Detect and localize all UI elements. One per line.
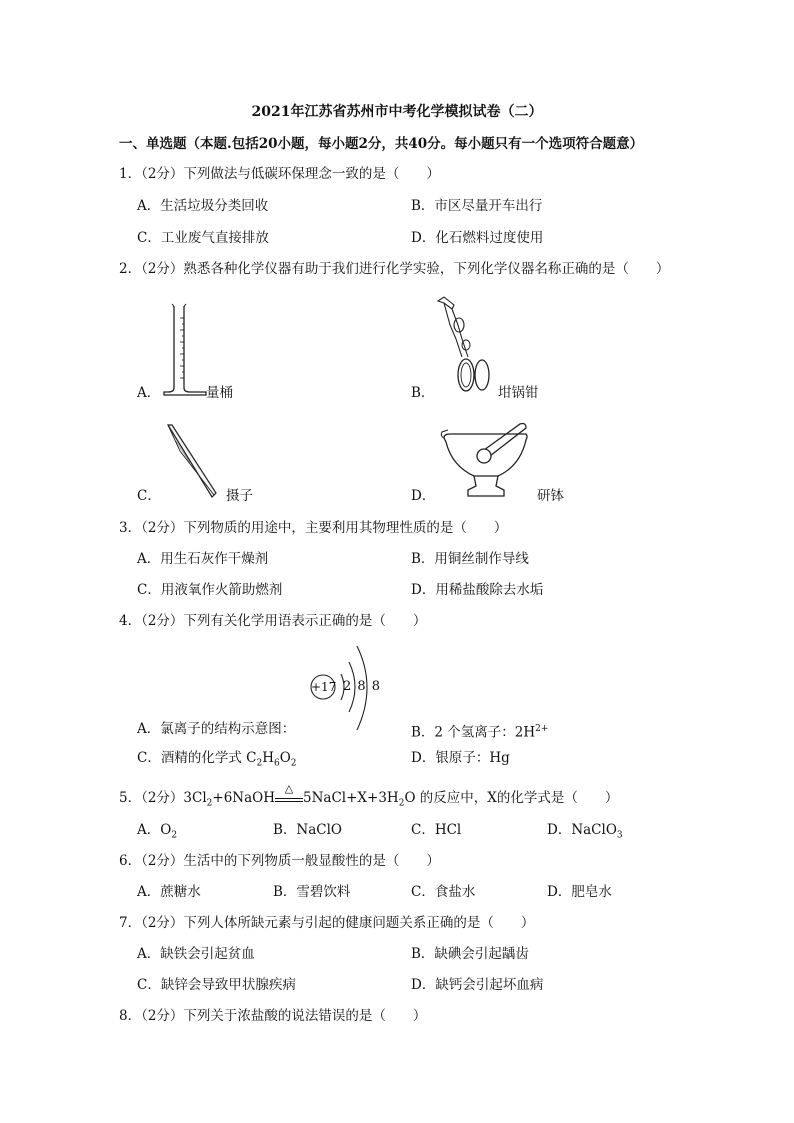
question-2-option-c-letter: C． xyxy=(137,488,161,504)
section-heading: 一、单选题（本题.包括20小题，每小题2分，共40分。每小题只有一个选项符合题意） xyxy=(119,136,644,152)
question-2-option-a-letter: A． xyxy=(137,385,161,401)
question-2-option-c-label: 摄子 xyxy=(226,488,253,504)
question-4-option-d: D．银原子：Hg xyxy=(411,750,510,766)
nucleus-charge: +17 xyxy=(311,680,337,694)
question-4-option-a: A．氯离子的结构示意图： xyxy=(137,721,296,737)
reaction-arrow: △ xyxy=(275,791,303,802)
crucible-tongs-icon xyxy=(432,295,494,400)
question-3-stem: 3．（2分）下列物质的用途中，主要利用其物理性质的是（ ） xyxy=(119,520,508,536)
question-1-option-a: A．生活垃圾分类回收 xyxy=(137,198,269,214)
question-3-option-c: C．用液氧作火箭助燃剂 xyxy=(137,582,283,598)
question-7-option-d: D．缺钙会引起坏血病 xyxy=(411,977,544,993)
question-5-option-b: B．NaClO xyxy=(273,822,342,838)
question-2-option-d-label: 研钵 xyxy=(537,488,564,504)
question-6-option-c: C．食盐水 xyxy=(411,884,476,900)
question-6-option-b: B．雪碧饮料 xyxy=(273,884,351,900)
question-3-option-a: A．用生石灰作干燥剂 xyxy=(137,551,269,567)
question-4-stem: 4．（2分）下列有关化学用语表示正确的是（ ） xyxy=(119,613,427,629)
question-1-stem: 1．（2分）下列做法与低碳环保理念一致的是（ ） xyxy=(119,166,440,182)
question-2-option-b-letter: B． xyxy=(411,385,435,401)
question-2-stem: 2．（2分）熟悉各种化学仪器有助于我们进行化学实验，下列化学仪器名称正确的是（ ） xyxy=(119,261,670,277)
page-title: 2021年江苏省苏州市中考化学模拟试卷（二） xyxy=(251,104,543,120)
question-7-option-b: B．缺碘会引起龋齿 xyxy=(411,946,529,962)
question-2-option-d-letter: D． xyxy=(411,488,436,504)
question-5-option-d: D．NaClO$_3$ xyxy=(547,822,623,841)
question-8-stem: 8．（2分）下列关于浓盐酸的说法错误的是（ ） xyxy=(119,1008,427,1024)
question-5-option-a: A．$O_2$ xyxy=(137,822,178,841)
question-7-option-c: C．缺锌会导致甲状腺疾病 xyxy=(137,977,296,993)
question-1-option-b: B．市区尽量开车出行 xyxy=(411,198,543,214)
tweezers-icon xyxy=(162,423,222,499)
question-1-option-d: D．化石燃料过度使用 xyxy=(411,230,544,246)
question-5-option-c: C．HCl xyxy=(411,822,462,838)
question-2-option-b-label: 坩锅钳 xyxy=(498,385,539,401)
mortar-and-pestle-icon xyxy=(440,420,532,500)
graduated-cylinder-icon xyxy=(160,300,210,400)
question-6-option-a: A．蔗糖水 xyxy=(137,884,201,900)
electron-shells: 2 8 8 xyxy=(343,679,381,694)
question-3-option-b: B．用铜丝制作导线 xyxy=(411,551,529,567)
question-3-option-d: D．用稀盐酸除去水垢 xyxy=(411,582,544,598)
question-4-option-c: C．酒精的化学式 $C_2H_6O_2$ xyxy=(137,750,297,769)
question-7-stem: 7．（2分）下列人体所缺元素与引起的健康问题关系正确的是（ ） xyxy=(119,915,535,931)
question-5-stem: 5．（2分）$3Cl_2+6NaOH$ △ $5NaCl+X+3H_2O$ 的反应中，X的化学式是（ ） xyxy=(119,782,619,809)
question-1-option-c: C．工业废气直接排放 xyxy=(137,230,269,246)
question-6-stem: 6．（2分）生活中的下列物质一般显酸性的是（ ） xyxy=(119,853,440,869)
question-7-option-a: A．缺铁会引起贫血 xyxy=(137,946,255,962)
question-2-option-a-label: 量桶 xyxy=(206,385,233,401)
question-6-option-d: D．肥皂水 xyxy=(547,884,612,900)
question-4-option-b: B．2 个氢离子：$2H^{2+}$ xyxy=(411,724,549,741)
